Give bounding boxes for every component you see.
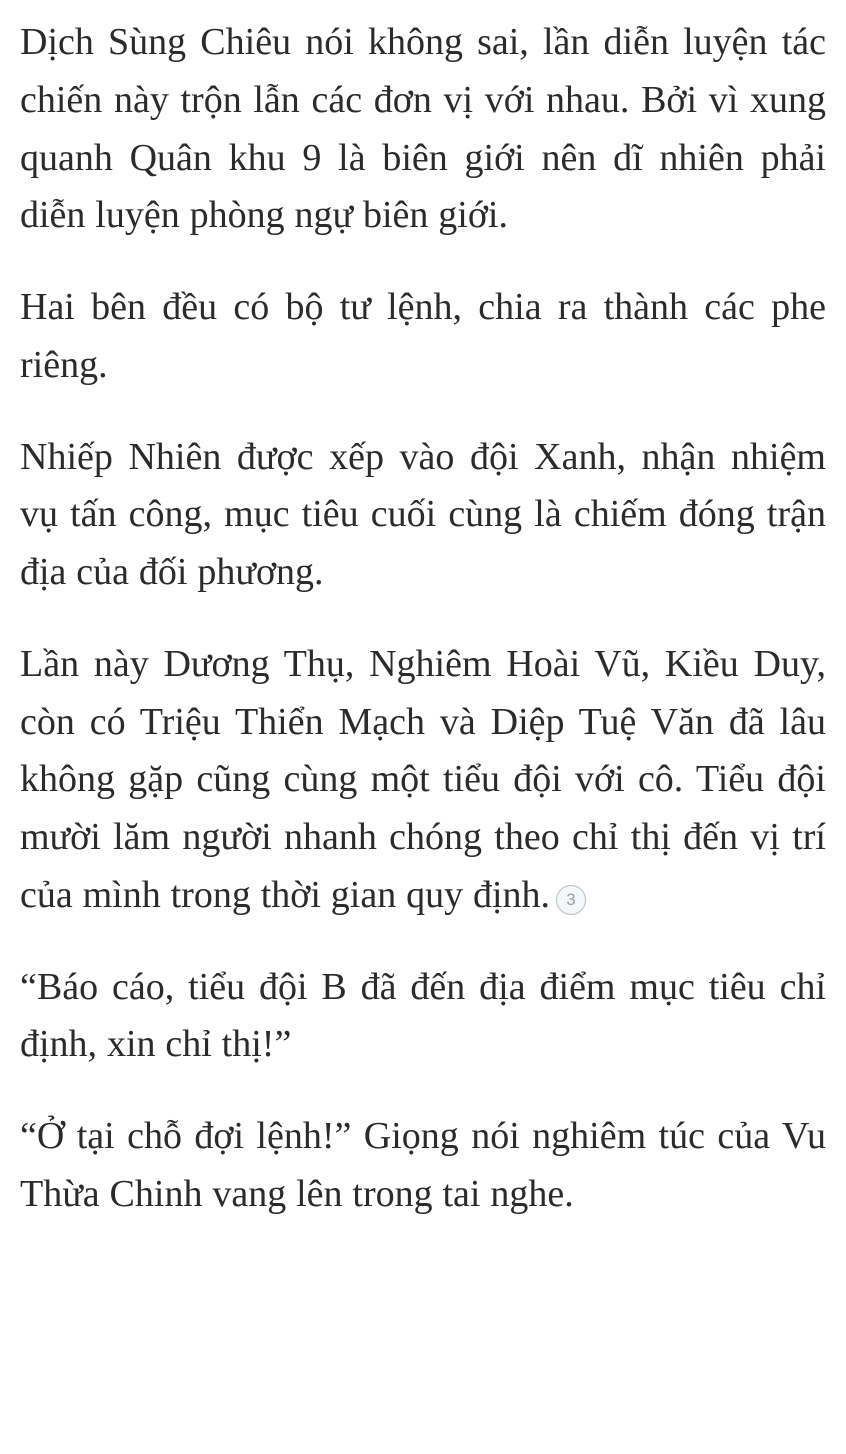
paragraph-1: Dịch Sùng Chiêu nói không sai, lần diễn luyện tác chiến này trộn lẫn các đơn vị với nhau. Bởi vì xung quanh Quân khu 9 là biên giới nên dĩ nhiên phải diễn luyện phòng ngự biên giới. <box>20 21 826 237</box>
footnote-marker-icon[interactable]: 3 <box>556 885 586 915</box>
paragraph-5: “Báo cáo, tiểu đội B đã đến địa điểm mục tiêu chỉ định, xin chỉ thị!” <box>20 965 826 1066</box>
paragraph-4-text: Lần này Dương Thụ, Nghiêm Hoài Vũ, Kiều Duy, còn có Triệu Thiển Mạch và Diệp Tuệ Văn đã lâu không gặp cũng cùng một tiểu đội với cô. Tiểu đội mười lăm người nhanh chóng theo chỉ thị đến vị trí của mình trong thời gian quy định. <box>20 642 826 916</box>
paragraph-3: Nhiếp Nhiên được xếp vào đội Xanh, nhận nhiệm vụ tấn công, mục tiêu cuối cùng là chiếm đóng trận địa của đối phương. <box>20 435 826 593</box>
paragraph-6: “Ở tại chỗ đợi lệnh!” Giọng nói nghiêm túc của Vu Thừa Chinh vang lên trong tai nghe. <box>20 1115 826 1215</box>
paragraph-4 <box>20 636 826 925</box>
paragraph-2: Hai bên đều có bộ tư lệnh, chia ra thành các phe riêng. <box>20 286 826 386</box>
